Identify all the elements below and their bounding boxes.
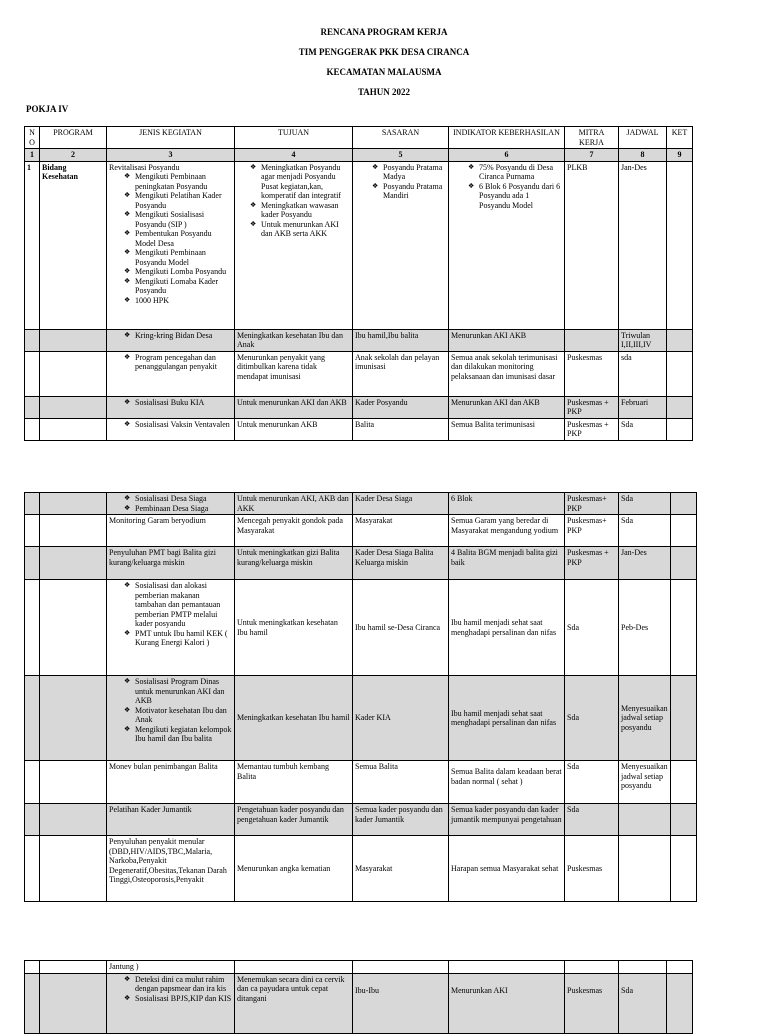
doc-title-line1: RENCANA PROGRAM KERJA	[320, 27, 448, 37]
row-ket	[670, 676, 696, 761]
list-item: ❖ Sosialisasi Desa Siaga	[135, 494, 232, 504]
row-ket	[667, 351, 693, 396]
row-ket	[670, 836, 696, 902]
row-sasaran: Kader Posyandu	[353, 396, 449, 418]
row-indikator: Semua kader posyandu dan kader jumantik mempunyai pengetahuan	[449, 804, 565, 836]
row-tujuan: Memantau tumbuh kembang Balita	[235, 761, 353, 804]
row-ket	[670, 761, 696, 804]
col-header-jadwal: JADWAL	[619, 127, 667, 149]
row-jadwal	[619, 836, 671, 902]
row-tujuan: Untuk meningkatkan kesehatan Ibu hamil	[235, 580, 353, 676]
row-ket	[670, 547, 696, 580]
row-indikator: Menurunkan AKI AKB	[449, 329, 565, 351]
row-ket	[670, 515, 696, 547]
col-number: 2	[40, 149, 107, 162]
row-tujuan: Meningkatkan kesehatan Ibu dan Anak	[235, 329, 353, 351]
list-item: ❖ Sosialisasi Buku KIA	[135, 398, 232, 408]
row-tujuan: Menemukan secara dini ca cervik dan ca payudara untuk cepat ditangani	[235, 973, 353, 1033]
row-indikator: 4 Balita BGM menjadi balita gizi baik	[449, 547, 565, 580]
list-item: ❖ Mengikuti Sosialisasi Posyandu (SIP )	[135, 210, 232, 229]
row-ket	[667, 161, 693, 329]
col-number: 5	[353, 149, 449, 162]
row-ket	[670, 804, 696, 836]
col-number: 9	[667, 149, 693, 162]
list-item: ❖ Mengikuti kegiatan kelompok Ibu hamil dan Ibu balita	[135, 725, 232, 744]
list-item: ❖ Meningkatkan Posyandu agar menjadi Posyandu Pusat kegiatan,kan, komperatif dan integratif	[261, 163, 350, 201]
row-jenis	[107, 580, 235, 676]
row-jenis	[107, 351, 235, 396]
row-mitra: Puskesmas	[565, 973, 619, 1033]
program-table-page3	[24, 960, 693, 1034]
row-tujuan: Menurunkan angka kematian	[235, 836, 353, 902]
row-indikator: Semua Garam yang beredar di Masyarakat mengandung yodium	[449, 515, 565, 547]
table-row	[25, 973, 693, 1033]
row-sasaran: Masyarakat	[353, 515, 449, 547]
col-number: 4	[235, 149, 353, 162]
table-row	[25, 329, 693, 351]
row-jadwal	[619, 804, 671, 836]
row-tujuan: Menurunkan penyakit yang ditimbulkan karena tidak mendapat imunisasi	[235, 351, 353, 396]
row-jadwal: Sda	[619, 493, 671, 515]
program-table-page1	[24, 126, 693, 441]
row-indikator: Harapan semua Masyarakat sehat	[449, 836, 565, 902]
row-mitra: Puskesmas+ PKP	[565, 493, 619, 515]
row-jenis	[107, 329, 235, 351]
table-row	[25, 351, 693, 396]
row-indikator: Menurunkan AKI dan AKB	[449, 396, 565, 418]
col-header-indikator: INDIKATOR KEBERHASILAN	[449, 127, 565, 149]
row-indikator	[449, 161, 565, 329]
row-sasaran: Kader KIA	[353, 676, 449, 761]
row-tujuan: Meningkatkan kesehatan Ibu hamil	[235, 676, 353, 761]
row-program: Bidang Kesehatan	[40, 161, 107, 329]
col-header-jenis: JENIS KEGIATAN	[107, 127, 235, 149]
list-item: ❖ Pembentukan Posyandu Model Desa	[135, 229, 232, 248]
col-number: 6	[449, 149, 565, 162]
row-indikator: Semua anak sekolah terimunisasi dan dilakukan monitoring pelaksanaan dan imunisasi dasar	[449, 351, 565, 396]
list-item: ❖ 6 Blok 6 Posyandu dari 6 Posyandu ada 1 Posyandu Model	[479, 182, 562, 211]
list-item: ❖ Sosialisasi Program Dinas untuk menurunkan AKI dan AKB	[135, 677, 232, 706]
col-header-tujuan: TUJUAN	[235, 127, 353, 149]
row-tujuan: Untuk menurunkan AKI, AKB dan AKK	[235, 493, 353, 515]
row-ket	[670, 493, 696, 515]
col-header-mitra: MITRA KERJA	[565, 127, 619, 149]
row-jenis	[107, 396, 235, 418]
col-header-ket: KET	[667, 127, 693, 149]
table-row	[25, 580, 697, 676]
list-item: ❖ Deteksi dini ca mulut rahim dengan papsmear dan ira kis	[135, 975, 232, 994]
row-mitra: Sda	[565, 804, 619, 836]
table-row	[25, 761, 697, 804]
row-indikator: Semua Balita dalam keadaan berat badan normal ( sehat )	[449, 761, 565, 804]
col-number: 3	[107, 149, 235, 162]
col-number: 7	[565, 149, 619, 162]
row-mitra: Puskesmas + PKP	[565, 418, 619, 440]
row-mitra: PLKB	[565, 161, 619, 329]
list-item: ❖ Sosialisasi dan alokasi pemberian makanan tambahan dan pemantauan pemberian PMTP melalui kader posyandu	[135, 581, 232, 629]
col-header-sasaran: SASARAN	[353, 127, 449, 149]
table-row	[25, 961, 693, 974]
row-jadwal: Februari	[619, 396, 667, 418]
list-item: ❖ Meningkatkan wawasan kader Posyandu	[261, 201, 350, 220]
row-jadwal: Jan-Des	[619, 547, 671, 580]
list-item: ❖ Program pencegahan dan penanggulangan penyakit	[135, 353, 232, 372]
row-jadwal: Menyesuaikan jadwal setiap posyandu	[619, 676, 671, 761]
doc-title-line4: TAHUN 2022	[357, 87, 411, 97]
list-item: ❖ Sosialisasi Vaksin Ventavalen	[135, 420, 232, 430]
row-jenis	[107, 676, 235, 761]
row-tujuan: Mencegah penyakit gondok pada Masyarakat	[235, 515, 353, 547]
row-ket	[670, 580, 696, 676]
row-jadwal: Menyesuaikan jadwal setiap posyandu	[619, 761, 671, 804]
row-sasaran: Ibu hamil,Ibu balita	[353, 329, 449, 351]
row-mitra: Puskesmas	[565, 351, 619, 396]
row-indikator: Ibu hamil menjadi sehat saat menghadapi persalinan dan nifas	[449, 580, 565, 676]
list-item: ❖ Untuk menurunkan AKI dan AKB serta AKK	[261, 220, 350, 239]
table-row	[25, 493, 697, 515]
row-jenis: Monev bulan penimbangan Balita	[107, 761, 235, 804]
row-tujuan: Untuk menurunkan AKI dan AKB	[235, 396, 353, 418]
row-mitra: Puskesmas	[565, 836, 619, 902]
row-ket	[667, 329, 693, 351]
row-jadwal: Peb-Des	[619, 580, 671, 676]
row-jenis	[107, 493, 235, 515]
row-tujuan	[235, 161, 353, 329]
row-sasaran: Kader Desa Siaga Balita Keluarga miskin	[353, 547, 449, 580]
col-header-no: N O	[25, 127, 40, 149]
list-item: ❖ Posyandu Pratama Madya	[383, 163, 446, 182]
row-sasaran: Semua Balita	[353, 761, 449, 804]
row-mitra: Puskesmas + PKP	[565, 547, 619, 580]
row-mitra	[565, 329, 619, 351]
row-jenis: Jantung )	[107, 961, 235, 974]
program-table-page2	[24, 492, 697, 902]
row-sasaran: Ibu hamil se-Desa Ciranca	[353, 580, 449, 676]
row-tujuan: Pengetahuan kader posyandu dan pengetahuan kader Jumantik	[235, 804, 353, 836]
table-row	[25, 515, 697, 547]
row-jenis	[107, 973, 235, 1033]
list-item: ❖ PMT untuk Ibu hamil KEK ( Kurang Energi Kalori )	[135, 629, 232, 648]
list-item: ❖ Sosialisasi BPJS,KIP dan KIS	[135, 994, 232, 1004]
row-sasaran: Ibu-Ibu	[353, 973, 449, 1033]
col-number: 8	[619, 149, 667, 162]
row-sasaran: Masyarakat	[353, 836, 449, 902]
row-mitra: Sda	[565, 580, 619, 676]
list-item: ❖ Pembinaan Desa Siaga	[135, 504, 232, 514]
doc-title-line3: KECAMATAN MALAUSMA	[326, 67, 442, 77]
list-item: ❖ Mengikuti Lomaba Kader Posyandu	[135, 277, 232, 296]
column-number-row	[25, 149, 693, 162]
col-number: 1	[25, 149, 40, 162]
row-indikator: Menurunkan AKI	[449, 973, 565, 1033]
list-item: ❖ Mengikuti Pembinaan peningkatan Posyandu	[135, 172, 232, 191]
list-item: ❖ Motivator kesehatan Ibu dan Anak	[135, 706, 232, 725]
list-item: ❖ Mengikuti Pembinaan Posyandu Model	[135, 248, 232, 267]
row-ket	[667, 396, 693, 418]
list-item: ❖ 75% Posyandu di Desa Ciranca Purnama	[479, 163, 562, 182]
row-ket	[667, 973, 693, 1033]
table-row	[25, 547, 697, 580]
list-item: ❖ Mengikuti Lomba Posyandu	[135, 267, 232, 277]
row-jadwal: sda	[619, 351, 667, 396]
row-sasaran: Kader Desa Siaga	[353, 493, 449, 515]
row-indikator: Semua Balita terimunisasi	[449, 418, 565, 440]
row-ket	[667, 418, 693, 440]
row-tujuan: Untuk menurunkan AKB	[235, 418, 353, 440]
row-sasaran: Balita	[353, 418, 449, 440]
row-jadwal: Sda	[619, 418, 667, 440]
table-row	[25, 418, 693, 440]
row-mitra: Sda	[565, 761, 619, 804]
row-jadwal: Sda	[619, 515, 671, 547]
row-jadwal: Sda	[619, 973, 667, 1033]
table-row	[25, 804, 697, 836]
list-item: ❖ Kring-kring Bidan Desa	[135, 331, 232, 341]
jenis-title: Revitalisasi Posyandu	[109, 162, 180, 172]
row-indikator: 6 Blok	[449, 493, 565, 515]
row-mitra: Puskesmas+ PKP	[565, 515, 619, 547]
row-jenis	[107, 418, 235, 440]
table-row	[25, 161, 693, 329]
table-row	[25, 676, 697, 761]
row-tujuan: Untuk meningkatkan gizi Balita kurang/keluarga miskin	[235, 547, 353, 580]
row-sasaran: Semua kader posyandu dan kader Jumantik	[353, 804, 449, 836]
row-jenis: Pelatihan Kader Jumantik	[107, 804, 235, 836]
row-jenis	[107, 161, 235, 329]
row-jenis: Penyuluhan penyakit menular (DBD,HIV/AIDS,TBC,Malaria, Narkoba,Penyakit Degeneratif,Obesitas,Tekanan Darah Tinggi,Osteoporosis,Penyakit	[107, 836, 235, 902]
row-no: 1	[25, 161, 40, 329]
pokja-label: POKJA IV	[26, 104, 69, 114]
col-header-program: PROGRAM	[40, 127, 107, 149]
row-indikator: Ibu hamil menjadi sehat saat menghadapi persalinan dan nifas	[449, 676, 565, 761]
table-row	[25, 396, 693, 418]
list-item: ❖ 1000 HPK	[135, 296, 232, 306]
row-mitra: Sda	[565, 676, 619, 761]
doc-title-line2: TIM PENGGERAK PKK DESA CIRANCA	[298, 47, 470, 57]
row-jadwal: Jan-Des	[619, 161, 667, 329]
row-sasaran	[353, 161, 449, 329]
row-mitra: Puskesmas + PKP	[565, 396, 619, 418]
row-jenis: Monitoring Garam beryodium	[107, 515, 235, 547]
row-sasaran: Anak sekolah dan pelayan imunisasi	[353, 351, 449, 396]
list-item: ❖ Posyandu Pratama Mandiri	[383, 182, 446, 201]
row-jadwal: Triwulan I,II,III,IV	[619, 329, 667, 351]
table-row	[25, 836, 697, 902]
list-item: ❖ Mengikuti Pelatihan Kader Posyandu	[135, 191, 232, 210]
row-jenis: Penyuluhan PMT bagi Balita gizi kurang/keluarga miskin	[107, 547, 235, 580]
table-header-row	[25, 127, 693, 149]
